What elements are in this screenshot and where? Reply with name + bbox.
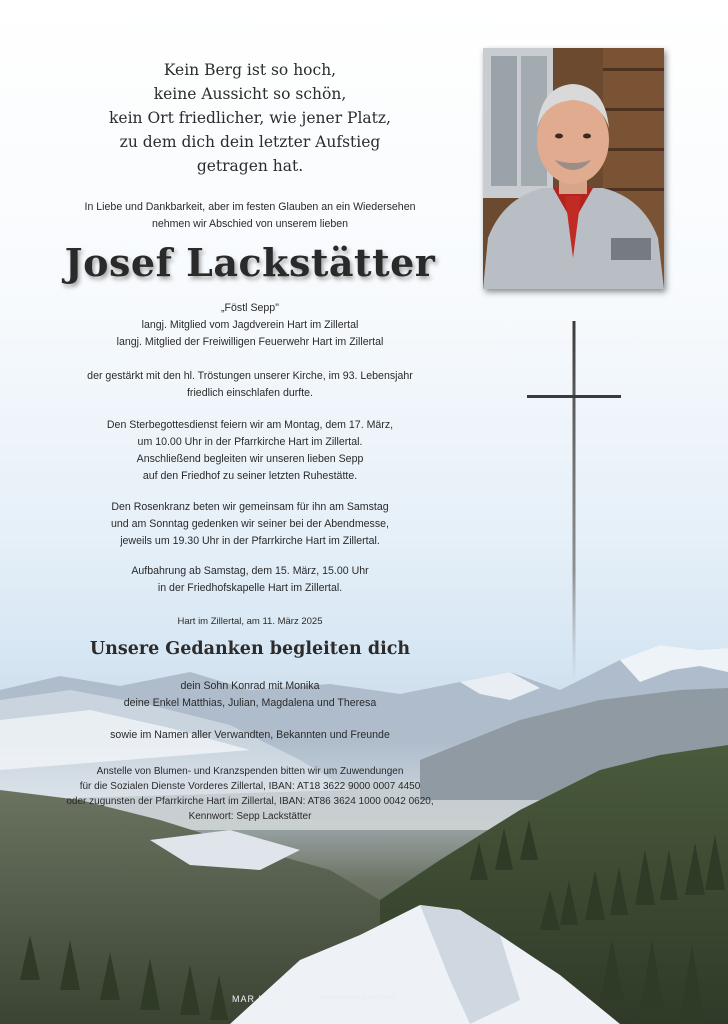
passing-line: friedlich einschlafen durfte. <box>186 387 314 399</box>
membership-line: langj. Mitglied vom Jagdverein Hart im Zillertal <box>141 319 359 331</box>
donation-note <box>40 764 460 824</box>
donation-line: Kennwort: Sepp Lackstätter <box>188 811 312 822</box>
footer-website: www.bestattung-lechner.at <box>320 994 397 1001</box>
funeral-line: Den Sterbegottesdienst feiern wir am Montag, dem 17. März, <box>106 419 394 431</box>
viewing-info <box>40 563 460 597</box>
verse-line: keine Aussicht so schön, <box>153 85 347 103</box>
funeral-info <box>40 417 460 485</box>
viewing-line: in der Friedhofskapelle Hart im Zillertal. <box>157 582 343 594</box>
verse-line: zu dem dich dein letzter Aufstieg <box>119 133 381 151</box>
rosary-line: Den Rosenkranz beten wir gemeinsam für ihn am Samstag <box>111 501 389 513</box>
passing-text <box>40 368 460 402</box>
rosary-line: jeweils um 19.30 Uhr in der Pfarrkirche Hart im Zillertal. <box>120 535 380 547</box>
donation-line: Anstelle von Blumen- und Kranzspenden bitten wir um Zuwendungen <box>96 766 404 777</box>
verse-line: kein Ort friedlicher, wie jener Platz, <box>109 109 391 127</box>
nickname: „Föstl Sepp" <box>221 302 279 314</box>
deceased-name: Josef Lackstätter <box>64 240 436 285</box>
donation-line: oder zugunsten der Pfarrkirche Hart im Zillertal, IBAN: AT86 3624 1000 0042 0620, <box>66 796 434 807</box>
intro-text <box>40 199 460 233</box>
rosary-line: und am Sonntag gedenken wir seiner bei der Abendmesse, <box>111 518 389 530</box>
donation-line: für die Sozialen Dienste Vorderes Zillertal, IBAN: AT18 3622 9000 0007 4450 <box>79 781 421 792</box>
mourners-others: sowie im Namen aller Verwandten, Bekannten und Freunde <box>110 729 390 741</box>
opening-verse <box>40 58 460 178</box>
mourner-line: deine Enkel Matthias, Julian, Magdalena und Theresa <box>123 697 377 709</box>
mourners-heading: Unsere Gedanken begleiten dich <box>89 639 411 659</box>
membership-line: langj. Mitglied der Freiwilligen Feuerwehr Hart im Zillertal <box>116 336 384 348</box>
funeral-line: auf den Friedhof zu seiner letzten Ruhestätte. <box>142 470 358 482</box>
verse-line: Kein Berg ist so hoch, <box>163 61 337 79</box>
mourner-line: dein Sohn Konrad mit Monika <box>180 680 320 692</box>
passing-line: der gestärkt mit den hl. Tröstungen unserer Kirche, im 93. Lebensjahr <box>87 370 413 382</box>
place-date: Hart im Zillertal, am 11. März 2025 <box>177 616 323 627</box>
funeral-line: um 10.00 Uhr in der Pfarrkirche Hart im Zillertal. <box>137 436 363 448</box>
funeral-line: Anschließend begleiten wir unseren lieben Sepp <box>136 453 364 465</box>
intro-line: nehmen wir Abschied von unserem lieben <box>151 218 349 230</box>
viewing-line: Aufbahrung ab Samstag, dem 15. März, 15.00 Uhr <box>131 565 369 577</box>
intro-line: In Liebe und Dankbarkeit, aber im festen Glauben an ein Wiedersehen <box>84 201 416 213</box>
rosary-info <box>40 499 460 550</box>
mourners-list <box>40 678 460 712</box>
deceased-details <box>40 300 460 351</box>
footer-brand: MAR LECHNER <box>232 994 309 1004</box>
verse-line: getragen hat. <box>196 157 304 175</box>
